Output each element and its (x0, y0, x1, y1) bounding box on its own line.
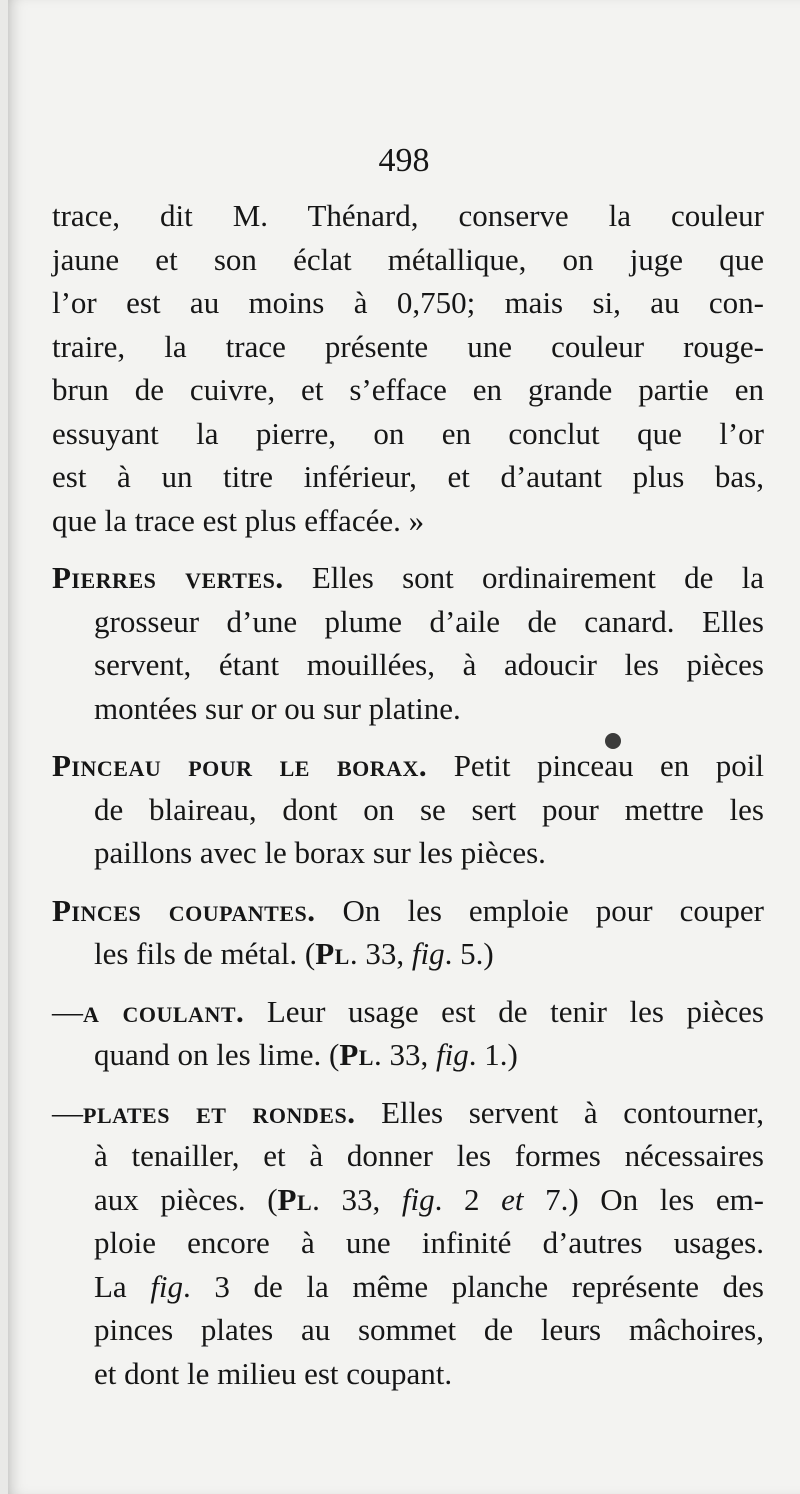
spacer (52, 875, 764, 889)
entry-a-coulant (52, 990, 764, 1077)
text-run: La (94, 1268, 151, 1304)
text-run: On les emploie pour couper (315, 892, 764, 928)
text-run: les fils de métal. ( (94, 936, 316, 971)
text-line: à tenailler, et à donner les formes nécessaires (94, 1138, 764, 1173)
text-line: de blaireau, dont on se sert pour mettre les (94, 791, 764, 827)
text-line (52, 990, 764, 1034)
abbrev-pl: Pl (315, 936, 350, 971)
spacer (52, 730, 764, 744)
text-line: montées sur or ou sur platine. (94, 690, 461, 726)
text-line: ploie encore à une infinité d’autres usages. (94, 1225, 764, 1260)
entry-term: a coulant. (83, 993, 245, 1029)
abbrev-fig: fig (436, 1037, 469, 1072)
text-run: Leur usage est de tenir les pièces (244, 993, 764, 1029)
entry-pinceau (52, 744, 764, 875)
spacer (52, 976, 764, 990)
entry-pinces-coupantes (52, 889, 764, 976)
entry-term: Pinces coupantes. (52, 892, 316, 928)
text-run: . 33, (312, 1181, 402, 1217)
text-run: Petit pinceau en poil (427, 748, 764, 783)
text-run: . 33, (374, 1037, 436, 1072)
entry-term: Pinceau pour le borax. (52, 748, 428, 783)
page-number: 498 (378, 142, 430, 179)
abbrev-pl: Pl (339, 1037, 374, 1072)
text-line (52, 1033, 764, 1077)
book-page (8, 0, 800, 1494)
text-line: l’or est au moins à 0,750; mais si, au con- (52, 285, 764, 320)
paragraph-continuation (52, 194, 764, 542)
text-line (52, 556, 764, 600)
abbrev-fig: fig (401, 1181, 435, 1217)
text-line (52, 932, 764, 976)
abbrev-pl: Pl (277, 1181, 313, 1217)
text-line (52, 889, 764, 933)
text-line: essuyant la pierre, on en conclut que l’or (52, 415, 764, 451)
spacer (52, 542, 764, 556)
text-line: trace, dit M. Thénard, conserve la couleur (52, 198, 764, 233)
text-line: paillons avec le borax sur les pièces. (94, 835, 546, 870)
dash: — (52, 1094, 83, 1130)
text-run: . 2 (434, 1181, 502, 1217)
entry-term: Pierres vertes. (52, 560, 284, 595)
italic-et: et (501, 1181, 524, 1217)
entry-term: plates et rondes. (83, 1094, 356, 1130)
text-run: Elles sont ordinairement de la (283, 560, 764, 595)
entry-pierres-vertes (52, 556, 764, 730)
text-run: Elles servent à contourner, (355, 1094, 764, 1130)
abbrev-fig: fig (150, 1268, 184, 1304)
text-line: grosseur d’une plume d’aile de canard. Elles (94, 603, 764, 639)
text-line: et dont le milieu est coupant. (94, 1355, 453, 1391)
text-line (52, 1091, 764, 1135)
text-line: servent, étant mouillées, à adoucir les pièces (94, 647, 764, 682)
abbrev-fig: fig (411, 936, 445, 971)
text-line: brun de cuivre, et s’efface en grande partie en (52, 372, 764, 407)
text-line (52, 1178, 764, 1222)
spacer (52, 1077, 764, 1091)
entry-plates-et-rondes (52, 1091, 764, 1396)
dash: — (52, 993, 83, 1029)
text-run: . 1.) (468, 1037, 518, 1072)
text-line: jaune et son éclat métallique, on juge que (52, 241, 764, 277)
text-line (52, 744, 764, 788)
text-run: . 3 de la même planche représente des (183, 1268, 764, 1304)
text-line (52, 1265, 764, 1309)
page-body (52, 194, 764, 1395)
text-run: 7.) On les em- (523, 1181, 765, 1217)
text-line: pinces plates au sommet de leurs mâchoires, (94, 1312, 764, 1347)
text-run: . 5.) (444, 936, 494, 971)
text-run: aux pièces. ( (94, 1181, 278, 1217)
text-line: est à un titre inférieur, et d’autant plus bas, (52, 459, 764, 494)
text-line: traire, la trace présente une couleur rouge- (52, 328, 764, 364)
text-run: . 33, (349, 936, 412, 971)
text-run: quand on les lime. ( (94, 1037, 340, 1072)
text-line: que la trace est plus effacée. » (52, 502, 425, 538)
